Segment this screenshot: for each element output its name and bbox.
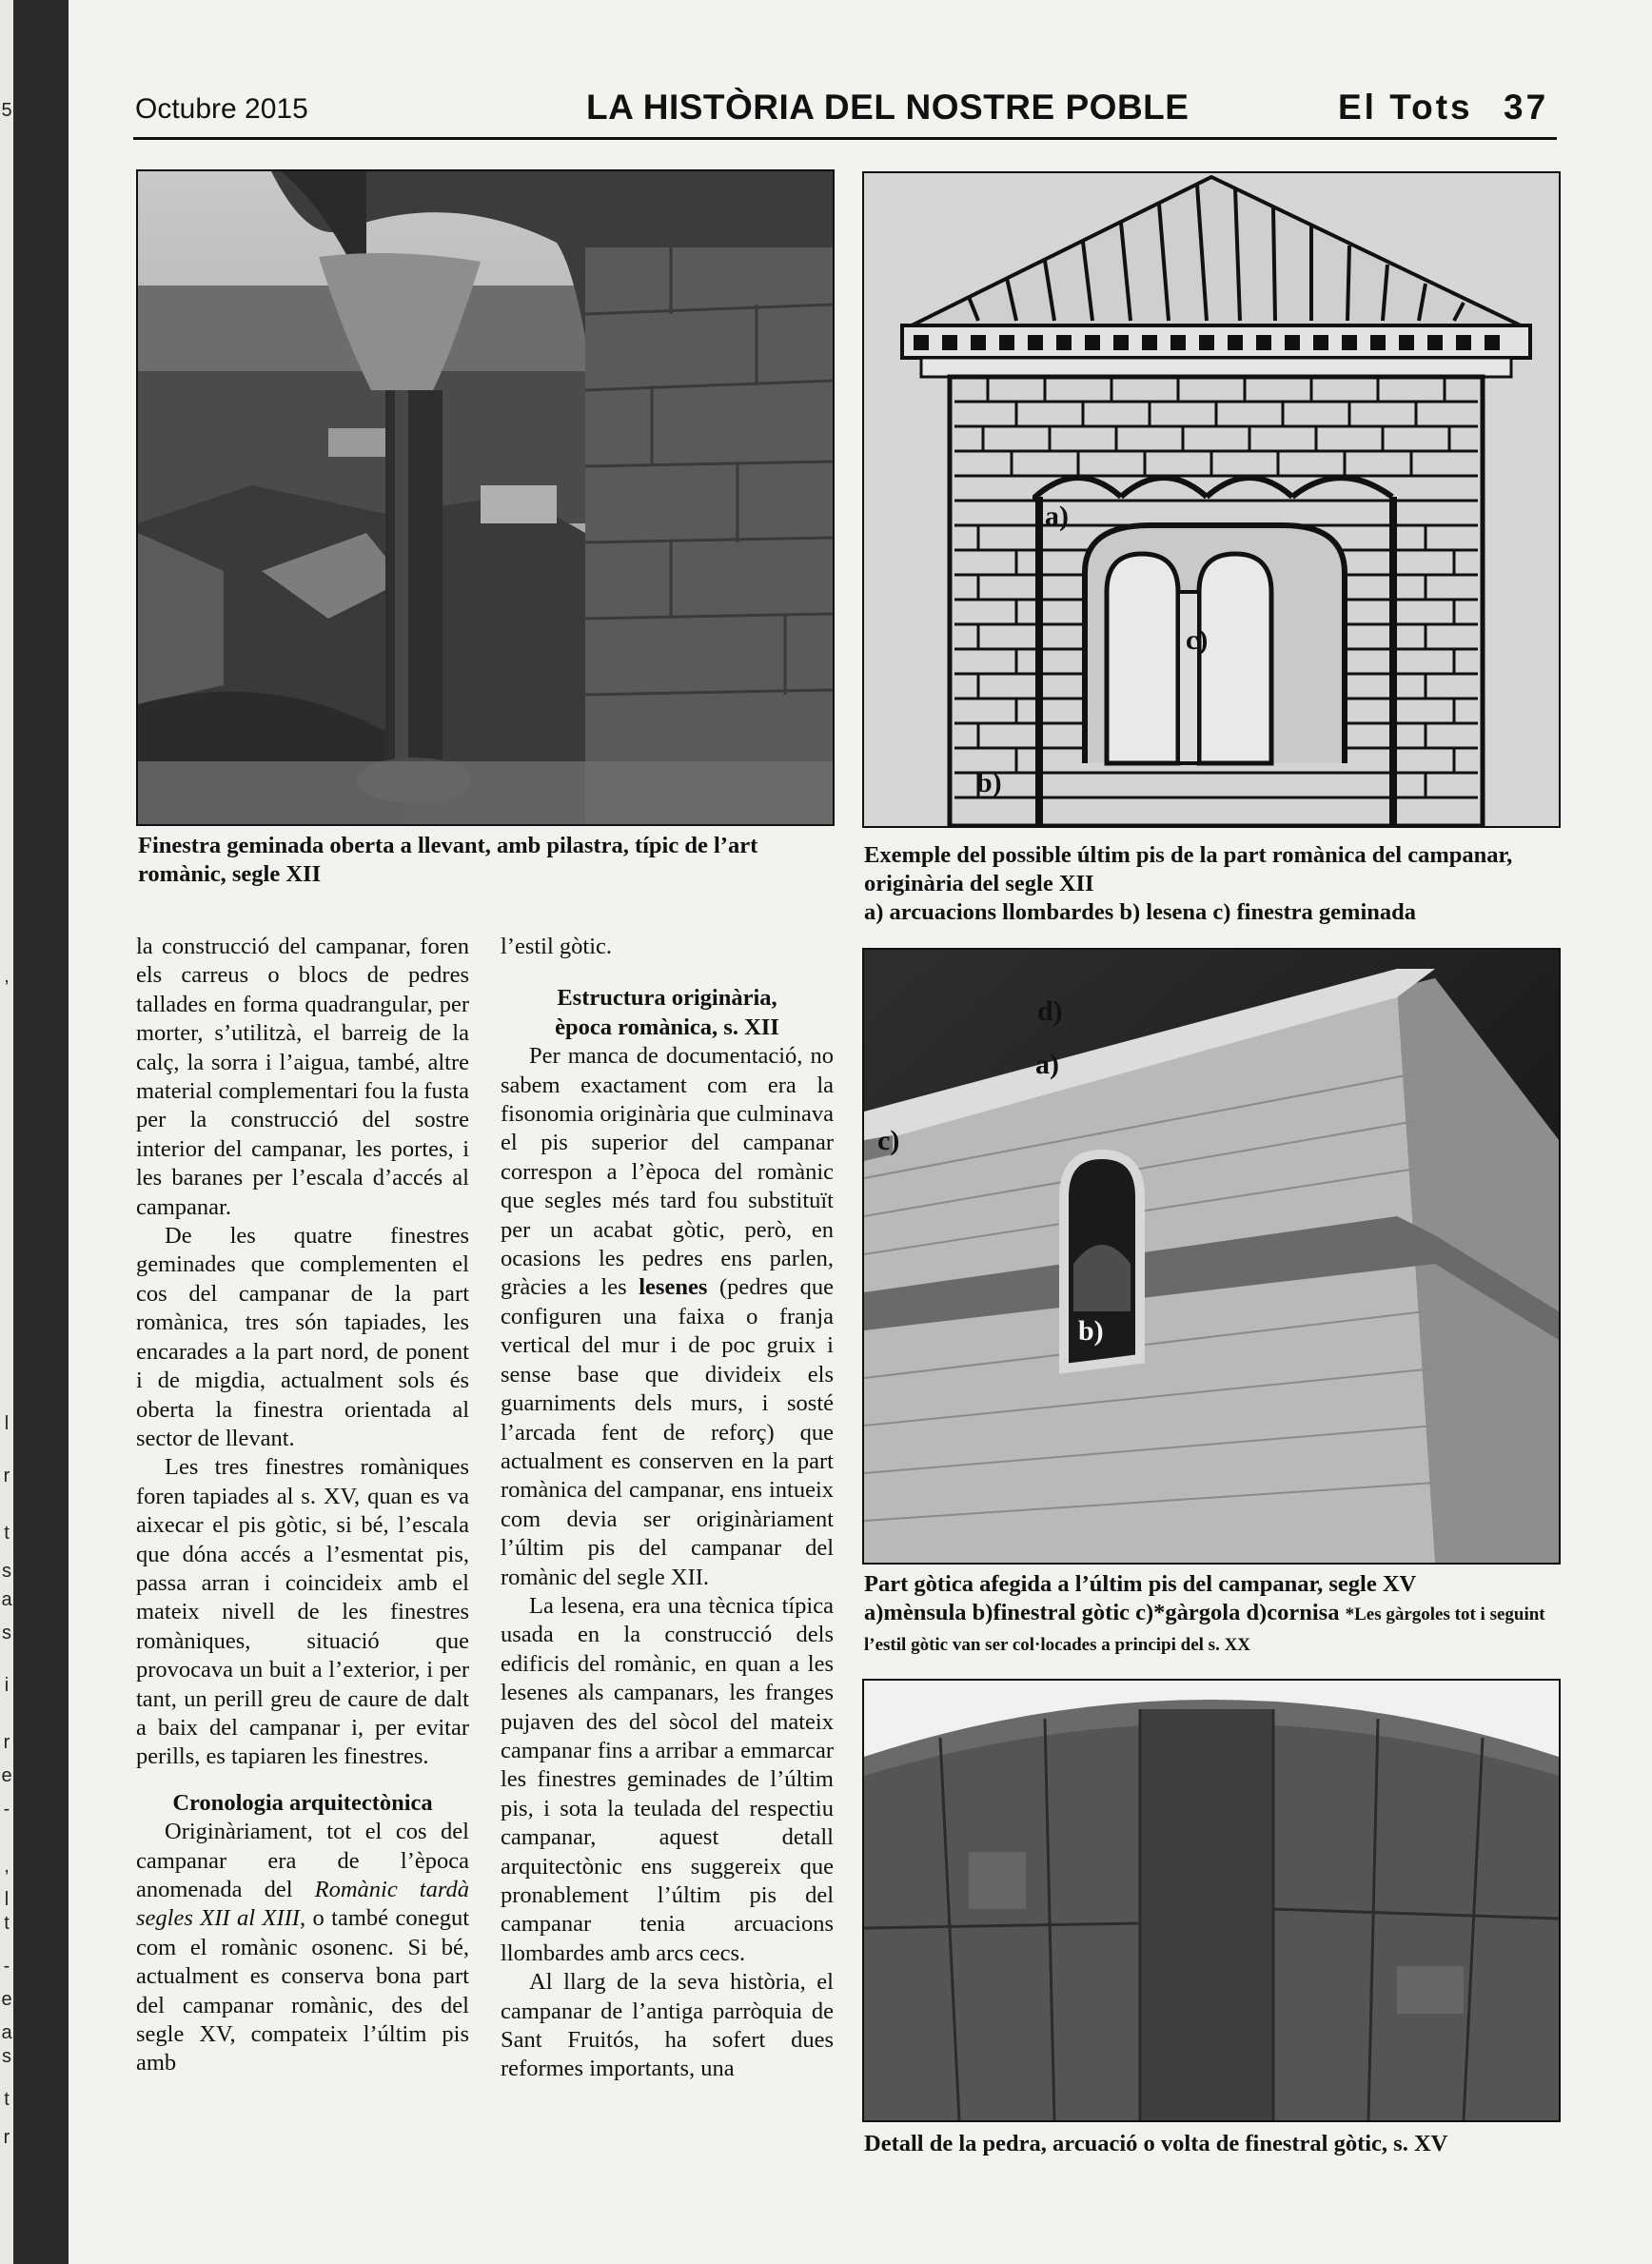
adjacent-page-letter: t [4, 1913, 10, 1934]
adjacent-page-letter: l [4, 1413, 10, 1434]
drawing-label-a: a) [1045, 501, 1069, 532]
page-header [133, 86, 1557, 140]
adjacent-page-letter: s [2, 1561, 11, 1582]
romanesque-drawing-caption-legend: a) arcuacions llombardes b) lesena c) finestra geminada [864, 899, 1417, 925]
gothic-tower-caption [864, 1570, 1559, 1660]
gothic-tower-caption-legend: a)mènsula b)finestral gòtic c)*gàrgola d)cornisa [864, 1600, 1340, 1625]
col1-heading-cronologia: Cronologia arquitectònica [172, 1789, 433, 1816]
gothic-tower-caption-note: *Les gàrgoles tot i seguint l’estil gòtic van ser col·locades a principi del s. XX [864, 1604, 1545, 1655]
col1-p4-text-b: , o també conegut com el romànic osonenc. Si bé, actualment es conserva bona part del campanar romànic, des del segle XV, compateix l’últim pis amb [136, 1905, 470, 2077]
col1-p4-text-a: Originàriament, tot el cos del campanar era de l’època anomenada del [136, 1819, 469, 1902]
adjacent-page-letter: a [1, 2022, 12, 2043]
adjacent-page-letter: - [3, 1799, 10, 1820]
drawing-label-c: c) [1186, 624, 1209, 656]
tower-label-d: d) [1037, 995, 1063, 1027]
stone-arch-caption: Detall de la pedra, arcuació o volta de finestral gòtic, s. XV [864, 2131, 1448, 2156]
tower-label-b: b) [1078, 1315, 1104, 1347]
col2-p1-text-a: Per manca de documentació, no sabem exactament com era la fisonomia originària que culminava el pis superior del campanar correspon a l’època del romànic que segles més tard fou substituït per un acabat gòtic, però, en ocasions les pedres ens parlen, gràcies a les [501, 1043, 834, 1301]
adjacent-page-letter: 5 [1, 100, 12, 121]
col2-paragraph-3: Al llarg de la seva història, el campanar de l’antiga parròquia de Sant Fruitós, ha sofert dues reformes importants, una [501, 1969, 834, 2082]
col1-paragraph-1: la construcció del campanar, foren els carreus o blocs de pedres tallades en forma quadrangular, per morter, s’utilitzà, el barreig de la calç, la sorra i l’aigua, també, altre material complementari fou la fusta per la construcció del sostre interior del campanar, les portes, i les baranes per l’escala d’accés al campanar. [136, 934, 469, 1220]
col1-paragraph-2: De les quatre finestres geminades que complementen el cos del campanar de la part romànica, tres són tapiades, les encarades a la part nord, de ponent i de migdia, actualment sols és oberta la finestra orientada al sector de llevant. [136, 1223, 469, 1451]
drawing-label-b: b) [976, 767, 1002, 798]
col1-p4-italic: Romànic tardà segles XII al XIII [136, 1877, 469, 1932]
col2-p1-bold: lesenes [639, 1274, 708, 1301]
section-title: LA HISTÒRIA DEL NOSTRE POBLE [586, 88, 1190, 127]
gothic-tower-photo [862, 948, 1561, 1565]
col2-heading-line-1: Estructura originària, [557, 985, 777, 1012]
col2-paragraph-0: l’estil gòtic. [501, 934, 613, 959]
tower-label-a: a) [1035, 1049, 1059, 1080]
adjacent-page-letter: r [3, 2127, 10, 2148]
adjacent-page-letter: l [4, 1889, 10, 1910]
romanesque-drawing-caption-title: Exemple del possible últim pis de la part romànica del campanar, originària del segle XII [864, 842, 1513, 896]
col1-paragraph-3: Les tres finestres romàniques foren tapiades al s. XV, quan es va aixecar el pis gòtic, si bé, l’escala que dóna accés a l’esmentat pis, passa arran i coincideix amb el mateix nivell de les finestres romàniques, situació que provocava un buit a l’exterior, i per tant, un perill greu de caure de dalt a baix del campanar i, per evitar perills, es tapiaren les finestres. [136, 1454, 469, 1770]
adjacent-page-letter: t [4, 1523, 10, 1544]
adjacent-page-letter: e [1, 1989, 12, 2010]
adjacent-page-letter: s [2, 1623, 11, 1644]
adjacent-page-letter: e [1, 1765, 12, 1786]
adjacent-page-letter: r [3, 1732, 10, 1753]
col2-heading-line-2: època romànica, s. XII [555, 1014, 779, 1040]
issue-date: Octubre 2015 [135, 93, 308, 125]
adjacent-page-letter: - [3, 1956, 10, 1977]
window-photo [136, 169, 835, 826]
col2-p1-text-b: (pedres que configuren una faixa o franja vertical del mur i de poc gruix i sense base que divideix els guarniments dels murs, i sosté l’arcada fent de reforç) que actualment es conserven en la part romànica del campanar, ens intueix com devia ser originàriament l’últim pis del campanar del romànic del segle XII. [501, 1274, 835, 1590]
stone-arch-photo [862, 1679, 1561, 2122]
tower-label-c: c) [877, 1125, 900, 1156]
publication-name: El Tots [1338, 88, 1473, 127]
col2-paragraph-1 [501, 1042, 834, 1592]
article-column-1 [136, 933, 469, 2078]
gothic-tower-caption-title: Part gòtica afegida a l’últim pis del campanar, segle XV [864, 1571, 1417, 1597]
article-column-2 [501, 933, 834, 2084]
col2-paragraph-2: La lesena, era una tècnica típica usada en la construcció dels edificis del romànic, en quan a les lesenes als campanars, les franges pujaven des del sòcol del mateix campanar fins a arribar a emmarcar les finestres geminades de l’últim pis, i sota la teulada del respectiu campanar, aquest detall arquitectònic ens suggereix que pronablement l’últim pis del campanar tenia arcuacions llombardes amb arcs cecs. [501, 1592, 834, 1966]
romanesque-belfry-drawing [862, 171, 1561, 828]
col1-paragraph-4 [136, 1818, 469, 2078]
adjacent-page-letter: s [2, 2046, 11, 2067]
page-number: 37 [1504, 88, 1549, 127]
adjacent-page-letter: , [4, 966, 10, 987]
adjacent-page-letter: t [4, 2089, 10, 2110]
adjacent-page-letter: , [4, 1856, 10, 1877]
window-photo-caption: Finestra geminada oberta a llevant, amb pilastra, típic de l’art romànic, segle XII [138, 833, 758, 887]
adjacent-page-letter: r [3, 1466, 10, 1486]
adjacent-page-letter: i [4, 1675, 10, 1696]
romanesque-drawing-caption [864, 841, 1559, 927]
adjacent-page-letter: a [1, 1589, 12, 1610]
